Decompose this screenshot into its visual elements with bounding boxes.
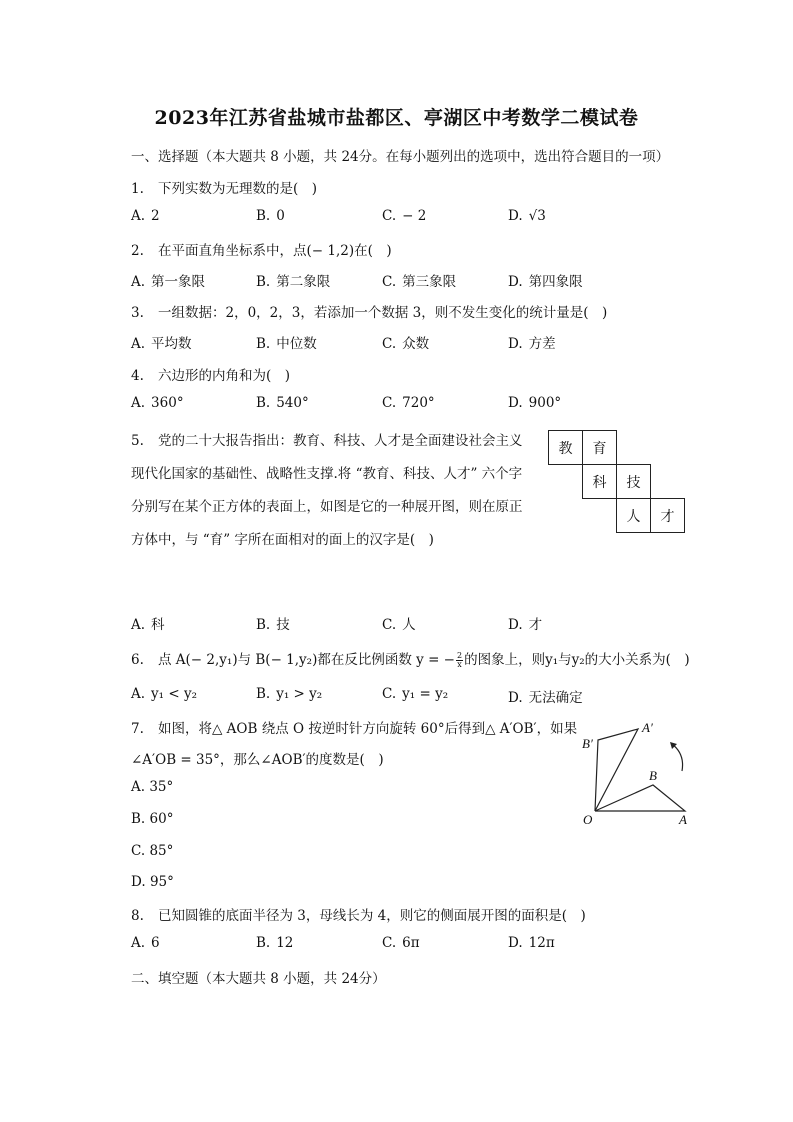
question-8 bbox=[131, 904, 586, 924]
option-c: C. 众数 bbox=[382, 336, 430, 352]
option-c: C. 6π bbox=[382, 935, 420, 951]
question-text: 下列实数为无理数的是( ) bbox=[158, 181, 318, 197]
label-b: B bbox=[649, 768, 657, 783]
option-b: B. 60° bbox=[131, 811, 174, 827]
label-a-prime: A′ bbox=[642, 720, 653, 735]
question-text: 六边形的内角和为( ) bbox=[158, 368, 291, 384]
question-text-line: 现代化国家的基础性、战略性支撑.将 “教育、科技、人才” 六个字 bbox=[131, 466, 523, 482]
triangle-aob bbox=[595, 785, 685, 811]
option-b: B. 中位数 bbox=[256, 336, 317, 352]
option-d: D. 方差 bbox=[508, 336, 556, 352]
triangle-a2ob2 bbox=[595, 729, 638, 811]
net-face: 才 bbox=[650, 498, 685, 533]
question-number: 3. bbox=[131, 305, 144, 321]
question-6 bbox=[131, 648, 690, 669]
option-d: D. √3 bbox=[508, 208, 546, 224]
option-d: D. 900° bbox=[508, 395, 562, 411]
question-5 bbox=[131, 425, 541, 557]
question-text: 点 A(− 2,y₁)与 B(− 1,y₂)都在反比例函数 y = − bbox=[158, 652, 455, 668]
option-c: C. 85° bbox=[131, 843, 174, 859]
option-c: C. 720° bbox=[382, 395, 435, 411]
option-d: D. 12π bbox=[508, 935, 555, 951]
question-number: 4. bbox=[131, 368, 144, 384]
question-text: 在平面直角坐标系中，点(− 1,2)在( ) bbox=[158, 243, 392, 259]
label-a: A bbox=[679, 812, 687, 827]
option-d: D. 才 bbox=[508, 617, 543, 633]
question-number: 6. bbox=[131, 652, 144, 668]
net-face: 技 bbox=[616, 464, 651, 499]
option-d: D. 第四象限 bbox=[508, 274, 583, 290]
question-number: 8. bbox=[131, 908, 144, 924]
option-b: B. y₁ > y₂ bbox=[256, 686, 323, 702]
net-face: 教 bbox=[548, 430, 583, 465]
rotation-figure bbox=[578, 716, 696, 832]
option-a: A. y₁ < y₂ bbox=[131, 686, 198, 702]
label-b-prime: B′ bbox=[582, 736, 593, 751]
question-number: 2. bbox=[131, 243, 144, 259]
question-number: 7. bbox=[131, 721, 144, 737]
section-heading-choice: 一、选择题（本大题共 8 小题，共 24分。在每小题列出的选项中，选出符合题目的一项） bbox=[131, 149, 670, 165]
question-text-line: 方体中，与 “育” 字所在面相对的面上的汉字是( ) bbox=[131, 532, 434, 548]
net-face: 育 bbox=[582, 430, 617, 465]
option-b: B. 0 bbox=[256, 208, 285, 224]
option-c: C. − 2 bbox=[382, 208, 427, 224]
rotation-arrow-icon bbox=[672, 744, 683, 771]
option-c: C. 人 bbox=[382, 617, 416, 633]
net-face: 科 bbox=[582, 464, 617, 499]
option-d: D. 95° bbox=[131, 874, 174, 890]
option-b: B. 技 bbox=[256, 617, 290, 633]
option-a: A. 平均数 bbox=[131, 336, 192, 352]
question-text: 如图，将△ AOB 绕点 O 按逆时针方向旋转 60°后得到△ A′OB′，如果 bbox=[158, 721, 578, 737]
label-o: O bbox=[583, 812, 593, 827]
option-a: A. 6 bbox=[131, 935, 160, 951]
fraction: $\frac{2}{x}$ bbox=[457, 651, 463, 669]
option-a: A. 科 bbox=[131, 617, 165, 633]
option-d: D. 无法确定 bbox=[508, 690, 583, 706]
option-c: C. y₁ = y₂ bbox=[382, 686, 449, 702]
question-1 bbox=[131, 177, 317, 197]
question-7 bbox=[131, 717, 577, 737]
question-4 bbox=[131, 364, 290, 384]
question-text-line: 分别写在某个正方体的表面上，如图是它的一种展开图，则在原正 bbox=[131, 499, 523, 515]
question-text-line: 5. 党的二十大报告指出：教育、科技、人才是全面建设社会主义 bbox=[131, 425, 541, 458]
question-text: 一组数据：2，0，2，3，若添加一个数据 3，则不发生变化的统计量是( ) bbox=[158, 305, 608, 321]
question-text: 的图象上，则y₁与y₂的大小关系为( ) bbox=[464, 652, 690, 668]
question-3 bbox=[131, 301, 607, 321]
option-b: B. 第二象限 bbox=[256, 274, 331, 290]
question-number: 1. bbox=[131, 181, 144, 197]
option-a: A. 第一象限 bbox=[131, 274, 206, 290]
option-a: A. 2 bbox=[131, 208, 160, 224]
option-a: A. 35° bbox=[131, 779, 174, 795]
question-2 bbox=[131, 239, 392, 259]
question-text: 已知圆锥的底面半径为 3，母线长为 4，则它的侧面展开图的面积是( ) bbox=[158, 908, 586, 924]
question-number: 5. bbox=[131, 433, 144, 449]
question-7-line-2: ∠A′OB = 35°，那么∠AOB′的度数是( ) bbox=[131, 752, 384, 768]
option-a: A. 360° bbox=[131, 395, 184, 411]
option-b: B. 12 bbox=[256, 935, 294, 951]
page-title: 2023年江苏省盐城市盐都区、亭湖区中考数学二模试卷 bbox=[154, 107, 639, 129]
option-c: C. 第三象限 bbox=[382, 274, 457, 290]
net-face: 人 bbox=[616, 498, 651, 533]
section-heading-fill: 二、填空题（本大题共 8 小题，共 24分） bbox=[131, 971, 386, 987]
option-b: B. 540° bbox=[256, 395, 309, 411]
